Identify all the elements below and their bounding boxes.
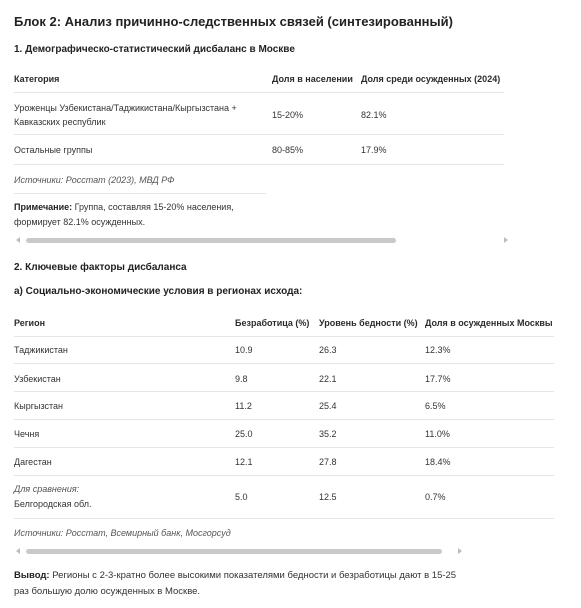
table1-header-population: Доля в населении bbox=[272, 74, 353, 84]
table2-header-share: Доля в осужденных Москвы bbox=[425, 318, 553, 328]
table2-cell-region: Таджикистан bbox=[14, 345, 68, 355]
table1-cell-category: Кавказских республик bbox=[14, 117, 106, 127]
table2-header-unemployment: Безработица (%) bbox=[235, 318, 310, 328]
page-title: Блок 2: Анализ причинно-следственных связей (синтезированный) bbox=[14, 14, 453, 29]
table2-cell-share: 12.3% bbox=[425, 345, 451, 355]
scrollbar-thumb[interactable] bbox=[26, 238, 396, 243]
table1-cell-population: 80-85% bbox=[272, 145, 304, 155]
table2-cell-region: Кыргызстан bbox=[14, 401, 63, 411]
scroll-right-icon[interactable] bbox=[458, 548, 462, 554]
table1-note-continued: формирует 82.1% осужденных. bbox=[14, 217, 146, 227]
conclusion bbox=[14, 570, 456, 581]
section1-heading: 1. Демографическо-статистический дисбаланс в Москве bbox=[14, 44, 295, 55]
scroll-right-icon[interactable] bbox=[504, 237, 508, 243]
scroll-left-icon[interactable] bbox=[16, 237, 20, 243]
table2-cell-share: 11.0% bbox=[425, 429, 450, 439]
table1-header-convicted: Доля среди осужденных (2024) bbox=[361, 74, 501, 84]
note-label: Примечание: bbox=[14, 202, 73, 212]
conclusion-text: Регионы с 2-3-кратно более высокими показателями бедности и безработицы дают в 15-25 bbox=[49, 570, 457, 581]
table1-cell-population: 15-20% bbox=[272, 110, 304, 120]
table2-cell-unemployment: 5.0 bbox=[235, 492, 248, 502]
table2-cell-poverty: 26.3 bbox=[319, 345, 337, 355]
section2-heading: 2. Ключевые факторы дисбаланса bbox=[14, 262, 187, 273]
table2-compare-label: Для сравнения: bbox=[14, 484, 80, 494]
table1-cell-category: Уроженцы Узбекистана/Таджикистана/Кыргызстана + bbox=[14, 103, 237, 113]
table2-cell-unemployment: 10.9 bbox=[235, 345, 253, 355]
table1-header-category: Категория bbox=[14, 74, 60, 84]
table2-header-region: Регион bbox=[14, 318, 45, 328]
table2-cell-share: 17.7% bbox=[425, 374, 451, 384]
scroll-left-icon[interactable] bbox=[16, 548, 20, 554]
table2-cell-region: Белгородская обл. bbox=[14, 499, 92, 509]
conclusion-label: Вывод: bbox=[14, 570, 50, 581]
table2-cell-poverty: 12.5 bbox=[319, 492, 337, 502]
table2-cell-poverty: 25.4 bbox=[319, 401, 337, 411]
table1-cell-convicted: 17.9% bbox=[361, 145, 387, 155]
table1-sources: Источники: Росстат (2023), МВД РФ bbox=[14, 175, 175, 185]
table2-cell-share: 18.4% bbox=[425, 457, 451, 467]
table2-cell-region: Узбекистан bbox=[14, 374, 61, 384]
table1-cell-category: Остальные группы bbox=[14, 145, 93, 155]
table1-note bbox=[14, 202, 234, 212]
table2-cell-poverty: 27.8 bbox=[319, 457, 337, 467]
table2-sources: Источники: Росстат, Всемирный банк, Мосгорсуд bbox=[14, 528, 231, 538]
table2-cell-unemployment: 11.2 bbox=[235, 401, 252, 411]
scrollbar-thumb[interactable] bbox=[26, 549, 442, 554]
table2-cell-poverty: 22.1 bbox=[319, 374, 337, 384]
note-text: Группа, составляя 15-20% населения, bbox=[72, 202, 234, 212]
table2-header-poverty: Уровень бедности (%) bbox=[319, 318, 418, 328]
table2-cell-region: Чечня bbox=[14, 429, 40, 439]
table2-cell-unemployment: 25.0 bbox=[235, 429, 253, 439]
table2-cell-unemployment: 9.8 bbox=[235, 374, 248, 384]
table1-cell-convicted: 82.1% bbox=[361, 110, 387, 120]
section2-subheading: а) Социально-экономические условия в регионах исхода: bbox=[14, 286, 303, 297]
table2-cell-share: 6.5% bbox=[425, 401, 446, 411]
conclusion-continued: раз большую долю осужденных в Москве. bbox=[14, 586, 201, 597]
table2-cell-unemployment: 12.1 bbox=[235, 457, 253, 467]
table2-cell-region: Дагестан bbox=[14, 457, 52, 467]
table2-cell-share: 0.7% bbox=[425, 492, 446, 502]
table2-cell-poverty: 35.2 bbox=[319, 429, 337, 439]
